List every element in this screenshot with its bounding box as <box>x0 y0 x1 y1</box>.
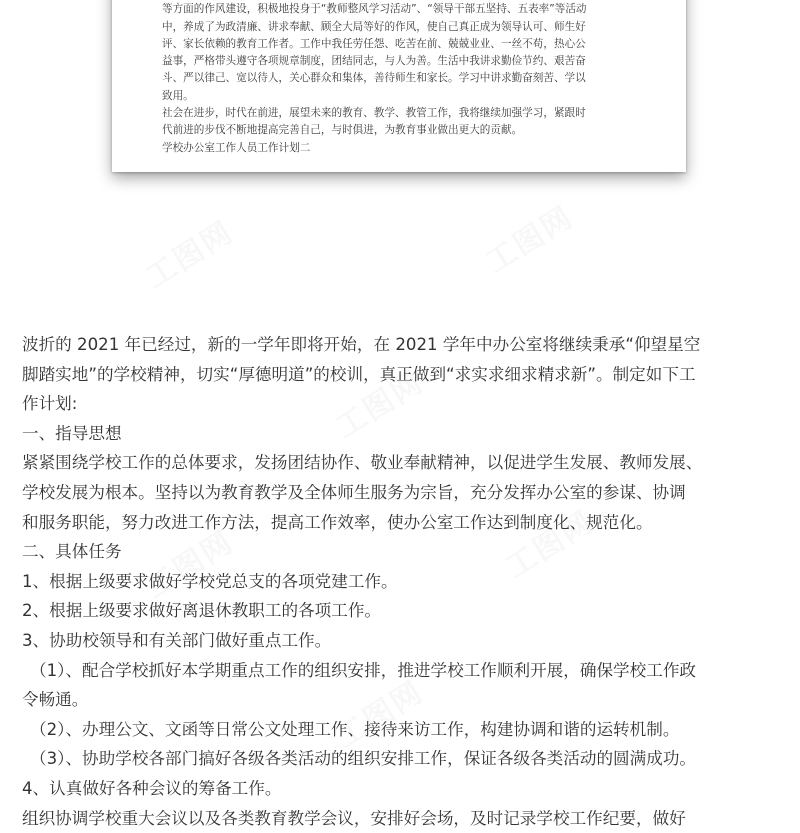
body-line: 紧紧围绕学校工作的总体要求，发扬团结协作、敬业奉献精神，以促进学生发展、教师发展、 <box>22 448 784 478</box>
card-line: 学校办公室工作人员工作计划二 <box>162 140 640 157</box>
watermark: 工图网 <box>496 498 601 586</box>
sub-list-item: （2）、办理公文、文函等日常公文处理工作、接待来访工作，构建协调和谐的运转机制。 <box>22 715 784 745</box>
body-line: 令畅通。 <box>22 685 784 715</box>
card-line: 斗、严以律己、宽以待人，关心群众和集体，善待师生和家长。学习中讲求勤奋刻苦、学以 <box>162 70 640 87</box>
watermark: 工图网 <box>326 358 431 446</box>
card-line: 代前进的步伐不断地提高完善自己，与时俱进，为教育事业做出更大的贡献。 <box>162 122 640 139</box>
card-line: 评、家长依赖的教育工作者。工作中我任劳任怨、吃苦在前、兢兢业业、一丝不苟，热心公 <box>162 36 640 53</box>
sub-list-item: （1）、配合学校抓好本学期重点工作的组织安排，推进学校工作顺利开展，确保学校工作政 <box>22 656 784 686</box>
body-line: 脚踏实地”的学校精神，切实“厚德明道”的校训，真正做到“求实求细求精求新”。制定如下工 <box>22 360 784 390</box>
card-line: 致用。 <box>162 88 640 105</box>
list-item: 4、认真做好各种会议的筹备工作。 <box>22 774 784 804</box>
watermark: 工图网 <box>476 193 581 281</box>
list-item: 2、根据上级要求做好离退休教职工的各项工作。 <box>22 596 784 626</box>
card-line: 社会在进步，时代在前进，展望未来的教育、教学、教管工作，我将继续加强学习，紧跟时 <box>162 105 640 122</box>
list-item: 1、根据上级要求做好学校党总支的各项党建工作。 <box>22 567 784 597</box>
body-line: 和服务职能，努力改进工作方法，提高工作效率，使办公室工作达到制度化、规范化。 <box>22 508 784 538</box>
body-line: 作计划: <box>22 389 784 419</box>
sub-list-item: （3）、协助学校各部门搞好各级各类活动的组织安排工作，保证各级各类活动的圆满成功。 <box>22 744 784 774</box>
document-preview-card <box>112 0 686 172</box>
body-line: 组织协调学校重大会议以及各类教育教学会议，安排好会场，及时记录学校工作纪要，做好 <box>22 804 784 833</box>
section-heading: 二、具体任务 <box>22 537 784 567</box>
watermark: 工图网 <box>136 208 241 296</box>
document-body <box>22 330 784 833</box>
body-line: 波折的 2021 年已经过，新的一学年即将开始，在 2021 学年中办公室将继续秉承“仰望星空 <box>22 330 784 360</box>
watermark: 工图网 <box>326 668 431 756</box>
body-line: 学校发展为根本。坚持以为教育教学及全体师生服务为宗旨，充分发挥办公室的参谋、协调 <box>22 478 784 508</box>
watermark: 工图网 <box>136 518 241 606</box>
card-line: 等方面的作风建设，积极地投身于“教师整风学习活动”、“领导干部五坚持、五表率”等活动 <box>162 1 640 18</box>
card-text <box>162 0 640 157</box>
section-heading: 一、指导思想 <box>22 419 784 449</box>
card-line: 益事，严格带头遵守各项规章制度，团结同志，与人为善。生活中我讲求勤俭节约、艰苦奋 <box>162 53 640 70</box>
list-item: 3、协助校领导和有关部门做好重点工作。 <box>22 626 784 656</box>
card-line: 中，养成了为政清廉、讲求奉献、顾全大局等好的作风，使自己真正成为领导认可、师生好 <box>162 19 640 36</box>
